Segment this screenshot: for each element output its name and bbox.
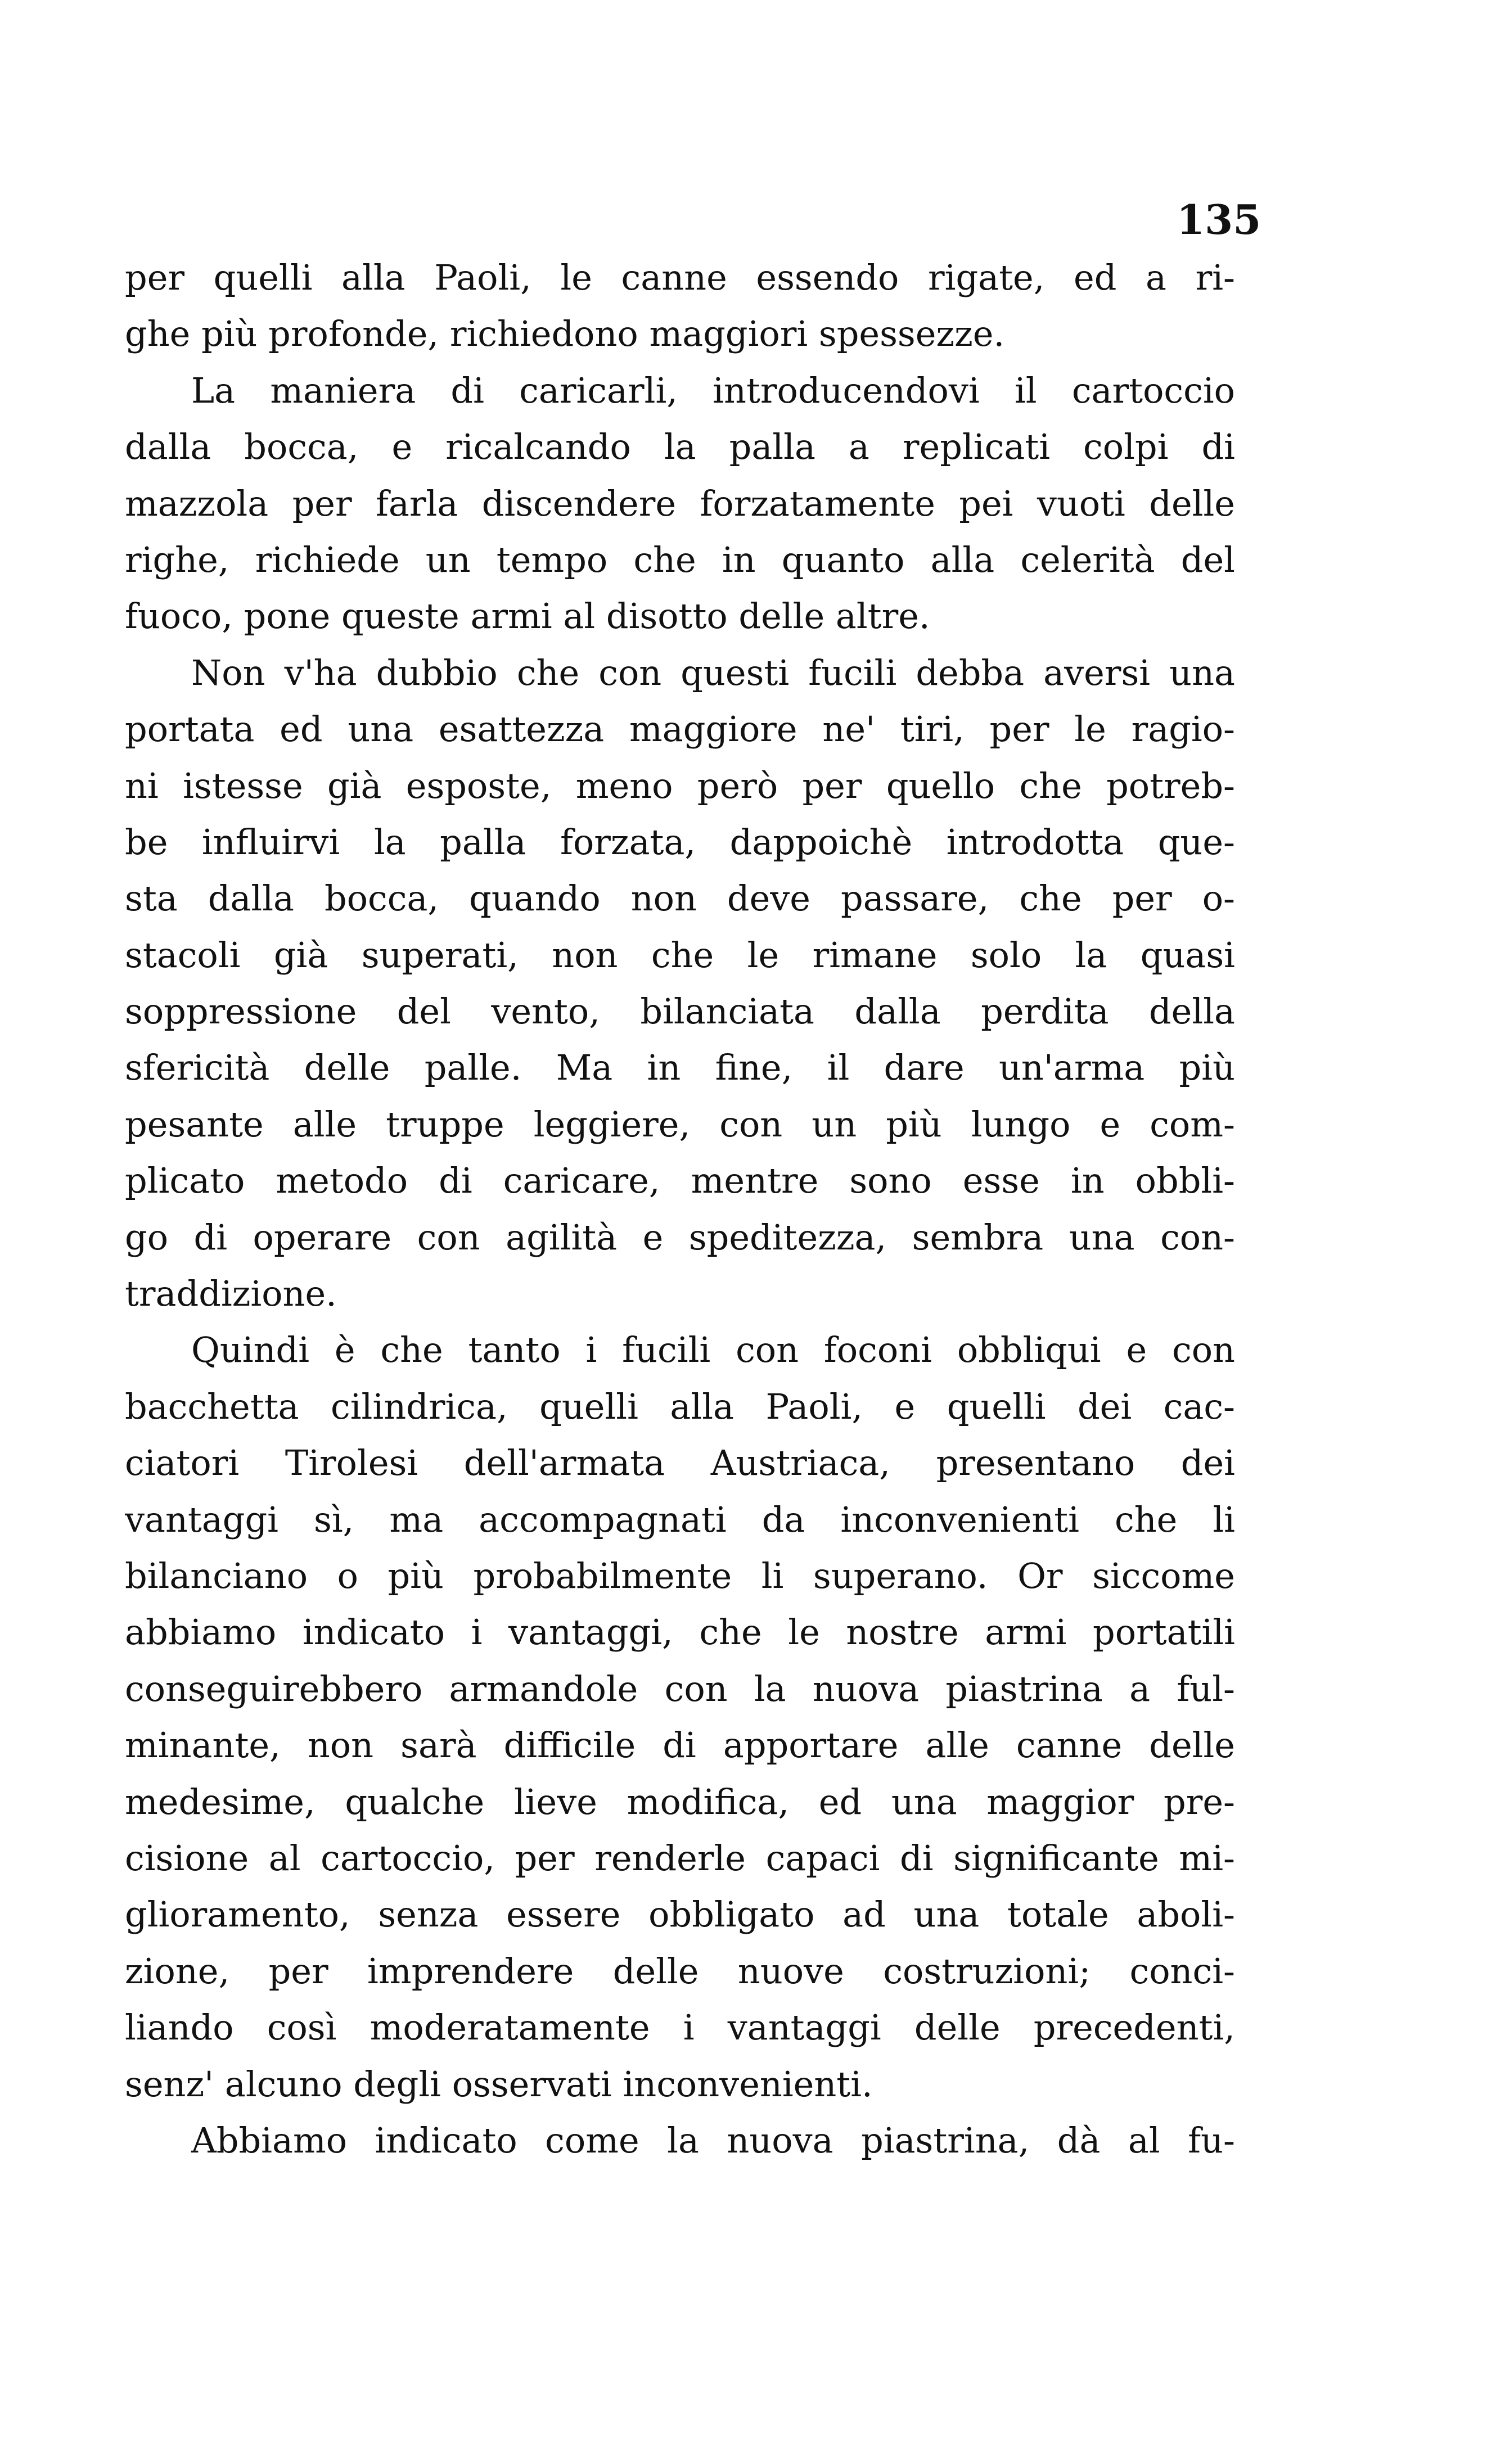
text-line: per quelli alla Paoli, le canne essendo rigate, ed a ri- — [125, 257, 1235, 298]
text-line: plicato metodo di caricare, mentre sono esse in obbli- — [125, 1160, 1235, 1202]
text-line: sfericità delle palle. Ma in fine, il dare un'arma più — [125, 1047, 1235, 1089]
text-line: go di operare con agilità e speditezza, sembra una con- — [125, 1216, 1235, 1258]
text-line: abbiamo indicato i vantaggi, che le nostre armi portatili — [125, 1612, 1235, 1653]
text-line: Quindi è che tanto i fucili con foconi obbliqui e con — [191, 1329, 1235, 1371]
text-line: dalla bocca, e ricalcando la palla a replicati colpi di — [125, 426, 1235, 468]
text-line: sta dalla bocca, quando non deve passare, che per o- — [125, 878, 1235, 919]
text-line: La maniera di caricarli, introducendovi il cartoccio — [191, 369, 1235, 411]
text-line: minante, non sarà difficile di apportare alle canne delle — [125, 1725, 1235, 1766]
text-line: bacchetta cilindrica, quelli alla Paoli, e quelli dei cac- — [125, 1386, 1235, 1427]
text-line: Non v'ha dubbio che con questi fucili debba aversi una — [191, 652, 1235, 693]
text-line: stacoli già superati, non che le rimane solo la quasi — [125, 934, 1235, 976]
text-line: liando così moderatamente i vantaggi delle precedenti, — [125, 2007, 1235, 2048]
text-line: medesime, qualche lieve modifica, ed una maggior pre- — [125, 1781, 1235, 1822]
text-line: pesante alle truppe leggiere, con un più lungo e com- — [125, 1103, 1235, 1145]
text-line: zione, per imprendere delle nuove costruzioni; conci- — [125, 1950, 1235, 1992]
text-line: glioramento, senza essere obbligato ad una totale aboli- — [125, 1894, 1235, 1935]
text-line: fuoco, pone queste armi al disotto delle altre. — [125, 595, 930, 637]
text-line: cisione al cartoccio, per renderle capaci di significante mi- — [125, 1837, 1235, 1879]
text-line: vantaggi sì, ma accompagnati da inconvenienti che li — [125, 1499, 1235, 1540]
text-line: Abbiamo indicato come la nuova piastrina, dà al fu- — [191, 2119, 1235, 2161]
text-line: righe, richiede un tempo che in quanto alla celerità del — [125, 539, 1235, 580]
text-line: conseguirebbero armandole con la nuova piastrina a ful- — [125, 1668, 1235, 1709]
text-line: portata ed una esattezza maggiore ne' tiri, per le ragio- — [125, 708, 1235, 750]
text-line: ghe più profonde, richiedono maggiori spessezze. — [125, 313, 1005, 355]
text-line: ni istesse già esposte, meno però per quello che potreb- — [125, 765, 1235, 806]
body-text — [125, 250, 1235, 2169]
text-line: soppressione del vento, bilanciata dalla perdita della — [125, 991, 1235, 1032]
text-line: ciatori Tirolesi dell'armata Austriaca, presentano dei — [125, 1442, 1235, 1484]
text-line: senz' alcuno degli osservati inconvenienti. — [125, 2063, 873, 2105]
text-line: be influirvi la palla forzata, dappoichè introdotta que- — [125, 821, 1235, 863]
text-line: mazzola per farla discendere forzatamente pei vuoti delle — [125, 482, 1235, 524]
text-line: bilanciano o più probabilmente li superano. Or siccome — [125, 1555, 1235, 1596]
text-line: traddizione. — [125, 1273, 337, 1315]
page-number: 135 — [1177, 196, 1261, 243]
